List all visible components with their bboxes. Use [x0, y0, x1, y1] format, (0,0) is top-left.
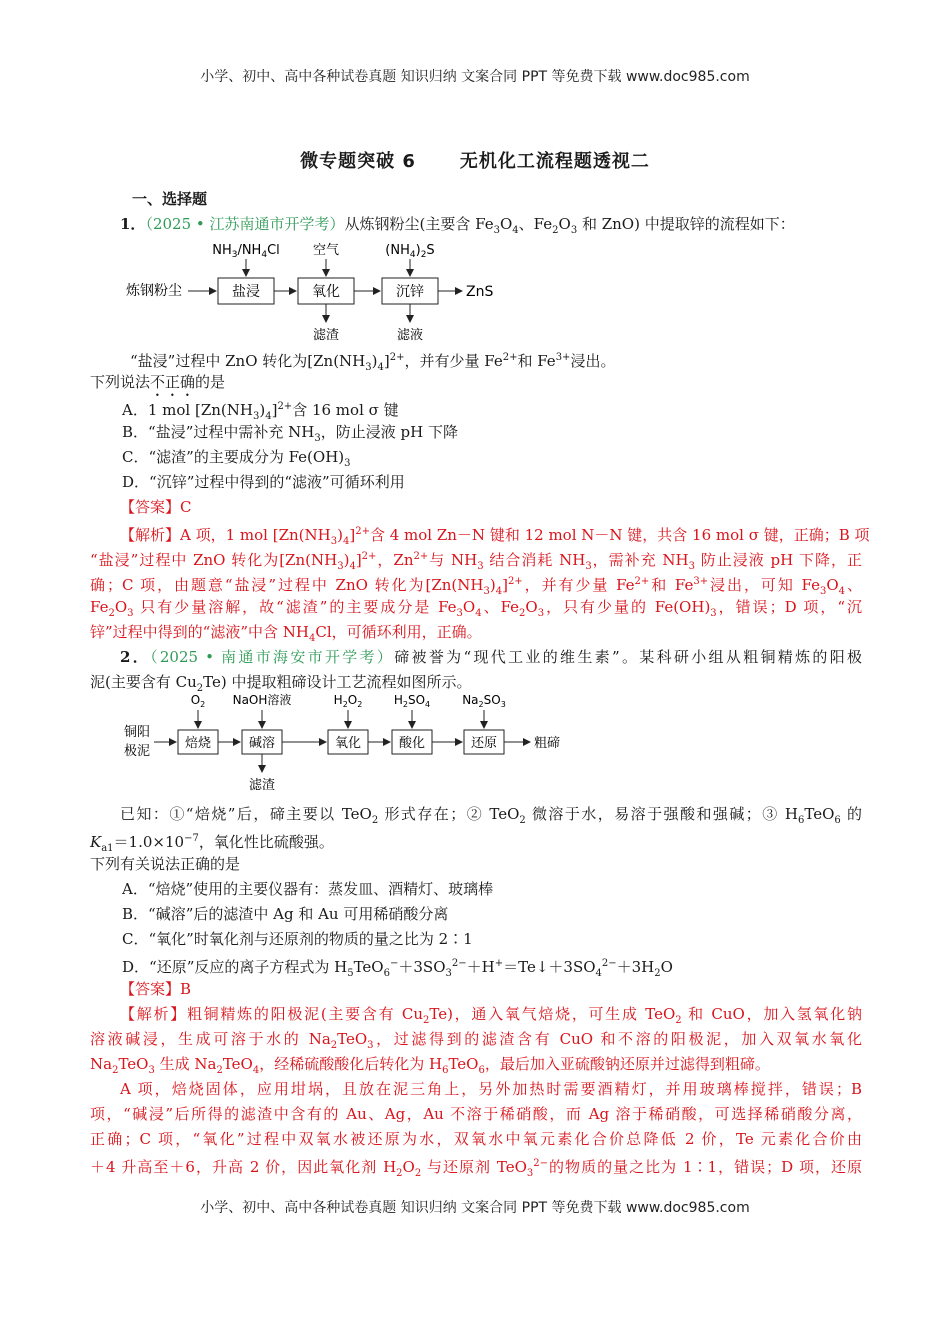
q1-output: 滤液 — [396, 328, 424, 343]
q2-step: 氧化 — [334, 736, 362, 751]
q2-step: 焙烧 — [184, 736, 212, 751]
q2-analysis: A 项，焙烧固体，应用坩埚，且放在泥三角上，另外加热时需要酒精灯，并用玻璃棒搅拌，错误；B — [120, 1080, 862, 1098]
q1-analysis: $Fe_2O_3$ 只有少量溶解，故“滤渣”的主要成分是 $Fe_3O_4$、$Fe_2O_3$，只有少量的 $Fe(OH)_3$，错误；D 项，“沉 — [90, 598, 863, 619]
q2-flow-end: 粗碲 — [534, 736, 561, 751]
q1-step: 盐浸 — [232, 284, 260, 300]
q2-answer: 【答案】B — [120, 980, 192, 998]
q2-analysis: 正确；C 项，“氧化”过程中双氧水被还原为水，双氧水中氧元素化合价总降低 2 价，Te 元素化合价由 — [90, 1130, 862, 1148]
q1-step: 氧化 — [312, 284, 340, 300]
q1-analysis: 锌”过程中得到的“滤液”中含 $NH_4Cl$，可循环利用，正确。 — [90, 623, 482, 644]
q2-analysis: 项，“碱浸”后所得的滤渣中含有的 Au、Ag，Au 不溶于稀硝酸，而 Ag 溶于稀硝酸，可选择稀硝酸分离， — [90, 1105, 862, 1123]
q2-analysis: ＋4 升高至＋6，升高 2 价，因此氧化剂 $H_2O_2$ 与还原剂 TeO$_3^{2-}$的物质的量之比为 1∶1，错误；D 项，还原 — [90, 1158, 862, 1179]
q1-analysis: 确；C 项，由题意“盐浸”过程中 ZnO 转化为$[Zn(NH_3)_4]^{2+}$，并有少量 $Fe^{2+}$和 $Fe^{3+}$浸出，可知 $Fe_3O_4$、 — [90, 576, 862, 597]
q1-flowchart — [120, 238, 520, 346]
q1-flow-end: ZnS — [466, 284, 494, 300]
q2-reagent: $H_2SO_4$ — [393, 693, 431, 709]
q2-known: $K_{a1}=1.0\times 10^{-7}$，氧化性比硫酸强。 — [90, 833, 334, 854]
q2-option-b: B．“碱溶”后的滤渣中 Ag 和 Au 可用稀硝酸分离 — [122, 905, 449, 923]
q2-analysis: $Na_2TeO_3$ 生成 $Na_2TeO_4$，经稀硫酸酸化后转化为 $H_6TeO_6$，最后加入亚硫酸钠还原并过滤得到粗碲。 — [90, 1055, 770, 1076]
q1-option-b: B．“盐浸”过程中需补充 $NH_3$，防止浸液 pH 下降 — [122, 423, 458, 444]
page-title: 微专题突破 6 无机化工流程题透视二 — [300, 151, 650, 172]
q2-step: 酸化 — [398, 736, 426, 751]
q2-stem: 泥(主要含有 $Cu_2Te$) 中提取粗碲设计工艺流程如图所示。 — [90, 673, 472, 694]
q2-analysis: 【解析】粗铜精炼的阳极泥(主要含有 $Cu_2Te$)，通入氧气焙烧，可生成 TeO$_2$ 和 CuO，加入氢氧化钠 — [120, 1005, 862, 1026]
q2-output: 滤渣 — [248, 778, 276, 793]
q2-reagent: $O_2$ — [190, 693, 206, 709]
q1-option-d: D．“沉锌”过程中得到的“滤液”可循环利用 — [122, 473, 405, 491]
q2-step: 还原 — [470, 736, 498, 751]
q2-reagent: $H_2O_2$ — [333, 693, 363, 709]
q2-stem: 2．（2025 • 南通市海安市开学考）碲被誉为“现代工业的维生素”。某科研小组从粗铜精炼的阳极 — [120, 648, 863, 666]
q1-question: 下列说法不正确的是 — [90, 373, 226, 391]
q2-option-a: A．“焙烧”使用的主要仪器有：蒸发皿、酒精灯、玻璃棒 — [122, 880, 494, 898]
q2-flow-start: 铜阳 — [124, 725, 151, 740]
section-heading: 一、选择题 — [132, 190, 208, 208]
q1-context: “盐浸”过程中 ZnO 转化为$[Zn(NH_3)_4]^{2+}$，并有少量 $Fe^{2+}$和 $Fe^{3+}$浸出。 — [130, 352, 616, 373]
q1-stem: 1．（2025 • 江苏南通市开学考）从炼钢粉尘(主要含 $Fe_3O_4$、$Fe_2O_3$ 和 ZnO) 中提取锌的流程如下： — [120, 215, 795, 236]
q2-question: 下列有关说法正确的是 — [90, 855, 241, 873]
q2-known: 已知：①“焙烧”后，碲主要以 TeO$_2$ 形式存在；② TeO$_2$ 微溶于水，易溶于强酸和强碱；③ $H_6TeO_6$ 的 — [120, 805, 862, 826]
q2-option-c: C．“氧化”时氧化剂与还原剂的物质的量之比为 2∶1 — [122, 930, 473, 948]
q1-reagent: $NH_3/NH_4Cl$ — [212, 243, 280, 260]
q1-output: 滤渣 — [312, 328, 340, 343]
page-header: 小学、初中、高中各种试卷真题 知识归纳 文案合同 PPT 等免费下载 www.doc985.com — [200, 69, 750, 85]
q1-reagent: $(NH_4)_2S$ — [385, 243, 435, 260]
q1-analysis: 【解析】A 项，1 mol $[Zn(NH_3)_4]^{2+}$含 4 mol Zn－N 键和 12 mol N－N 键，共含 16 mol σ 键，正确；B 项 — [120, 526, 870, 547]
q1-reagent: 空气 — [312, 243, 340, 258]
q1-analysis: “盐浸”过程中 ZnO 转化为$[Zn(NH_3)_4]^{2+}$，$Zn^{2+}$与 $NH_3$ 结合消耗 $NH_3$，需补充 $NH_3$ 防止浸液 pH 下降，正 — [90, 551, 862, 572]
q2-flowchart — [120, 690, 590, 794]
q2-reagent: $Na_2SO_3$ — [462, 693, 506, 709]
page-footer: 小学、初中、高中各种试卷真题 知识归纳 文案合同 PPT 等免费下载 www.doc985.com — [200, 1200, 750, 1216]
q1-option-c: C．“滤渣”的主要成分为 $Fe(OH)_3$ — [122, 448, 351, 469]
q1-flow-start: 炼钢粉尘 — [126, 283, 182, 299]
q2-reagent: NaOH溶液 — [232, 693, 292, 707]
q2-option-d: D．“还原”反应的离子方程式为 $H_5TeO_6^-+3SO_3^{2-}+H^+=Te↓+3SO_4^{2-}+3H_2O$ — [122, 958, 673, 979]
q2-analysis: 溶液碱浸，生成可溶于水的 $Na_2TeO_3$，过滤得到的滤渣含有 CuO 和不溶的阳极泥，加入双氧水氧化 — [90, 1030, 862, 1051]
q1-option-a: A．1 mol $[Zn(NH_3)_4]^{2+}$含 16 mol σ 键 — [122, 401, 399, 422]
q1-step: 沉锌 — [396, 284, 424, 300]
q2-step: 碱溶 — [248, 736, 276, 751]
q1-answer: 【答案】C — [120, 498, 192, 516]
q2-flow-start: 极泥 — [124, 744, 151, 759]
